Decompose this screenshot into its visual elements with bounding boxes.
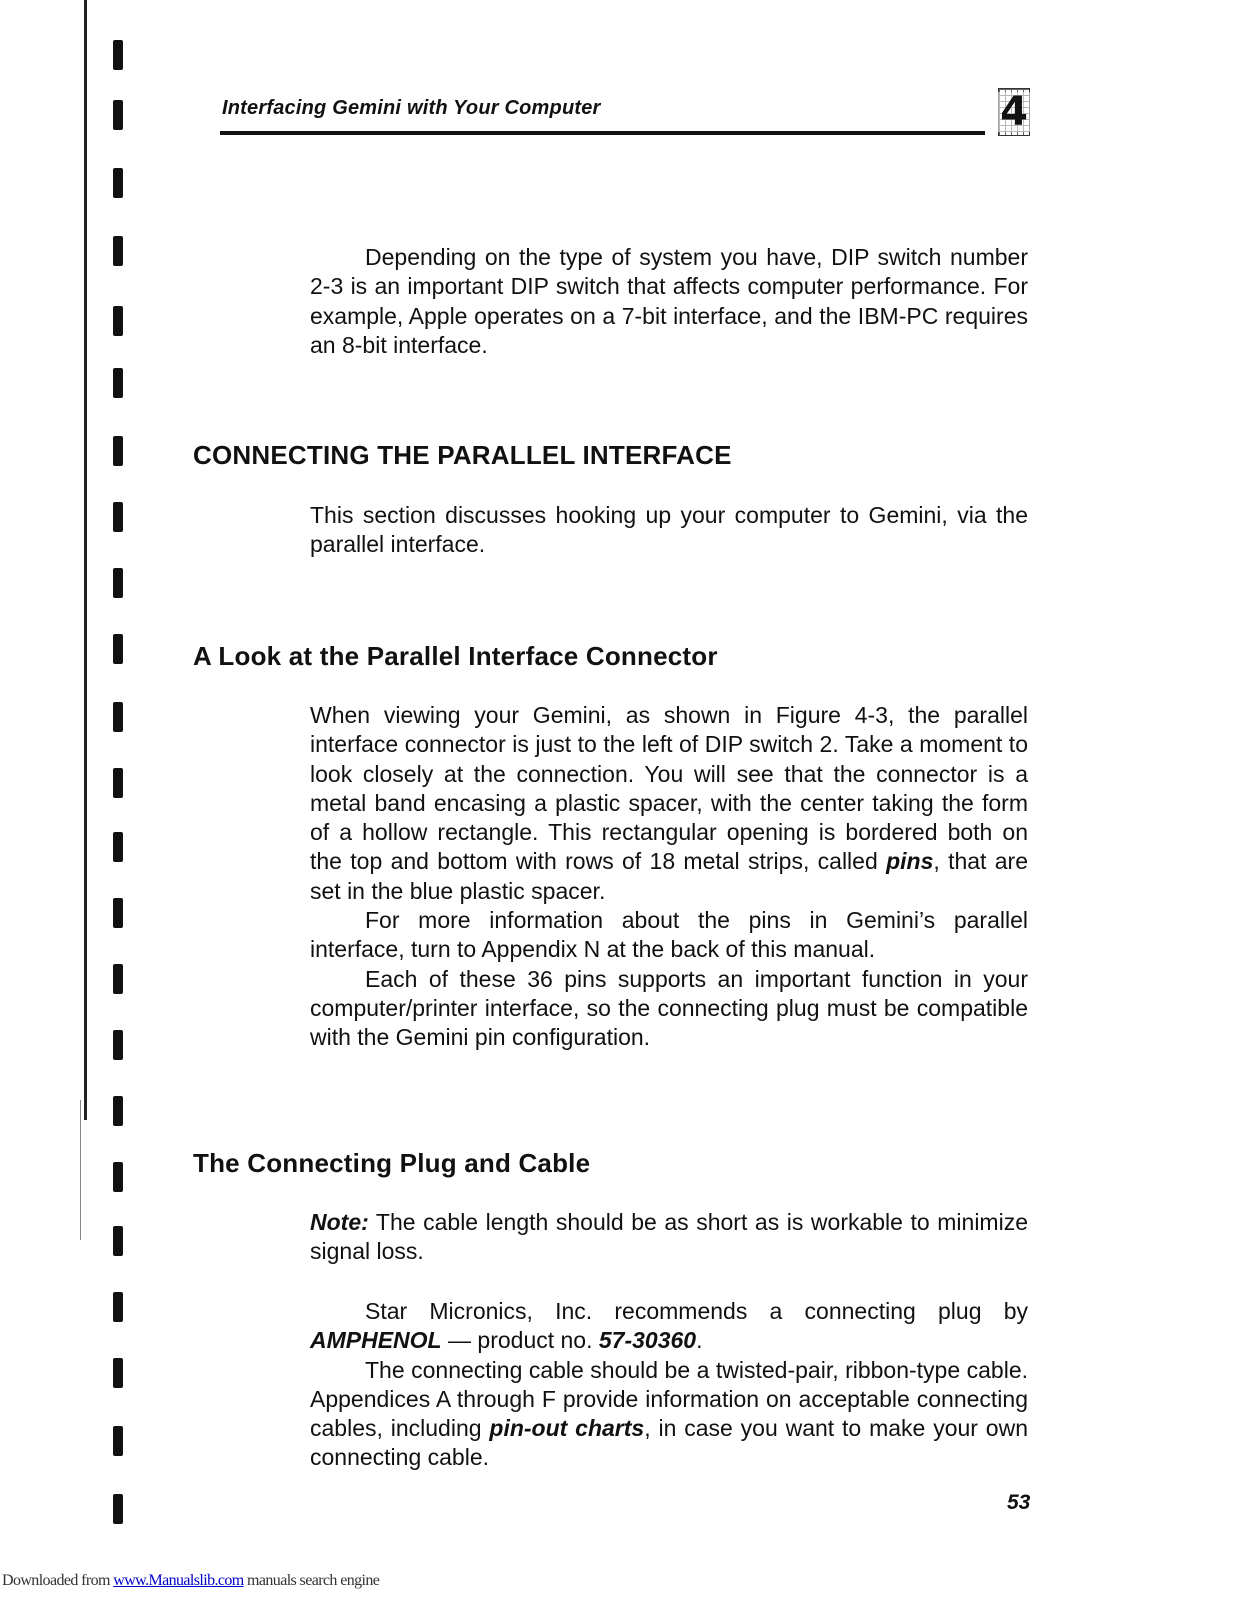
- emphasis-pins: pins: [886, 848, 934, 875]
- product-number: 57-30360: [598, 1327, 697, 1354]
- text-run: .: [696, 1327, 703, 1354]
- binder-hole: [113, 1494, 123, 1524]
- note-text: The cable length should be as short as is workable to minimize signal loss.: [310, 1209, 1028, 1265]
- text-run: , that are set in the blue plastic spacer.: [310, 848, 1028, 904]
- appendix-paragraph: For more information about the pins in Gemini’s parallel interface, turn to Appendix N at the back of this manual.: [310, 907, 1028, 963]
- text-run: When viewing your Gemini, as shown in Figure 4-3, the parallel interface connector is just to the left of DIP switch 2. Take a moment to look closely at the connection. You will see that the connector is a metal band encasing a plastic spacer, with the center taking the form of a hollow rectangle. This rectangular opening is bordered both on the top and bottom with rows of 18 metal strips, called: [310, 702, 1028, 875]
- footer-prefix: Downloaded from: [2, 1572, 114, 1589]
- section-paragraph: This section discusses hooking up your computer to Gemini, via the parallel interface.: [310, 502, 1028, 558]
- binder-hole: [113, 1226, 123, 1256]
- binder-hole: [113, 768, 123, 798]
- download-footer: [2, 1572, 379, 1590]
- text-run: The connecting cable should be a twisted-pair, ribbon-type cable. Appendices A through F provide information on acceptable connecting cables, including: [310, 1356, 1028, 1442]
- binder-hole: [113, 236, 123, 266]
- text-run: — product no.: [441, 1327, 599, 1354]
- binder-hole: [113, 40, 123, 70]
- connector-text: [310, 701, 1028, 1053]
- binder-hole: [113, 168, 123, 198]
- binder-hole: [113, 634, 123, 664]
- binder-hole: [113, 568, 123, 598]
- binder-hole: [113, 1096, 123, 1126]
- binder-hole: [113, 1030, 123, 1060]
- emphasis-pin-out-charts: pin-out charts: [489, 1415, 645, 1442]
- page-number: 53: [1007, 1491, 1031, 1514]
- footer-suffix: manuals search engine: [243, 1572, 380, 1589]
- binder-hole: [113, 964, 123, 994]
- binder-hole: [113, 100, 123, 130]
- binding-edge: [84, 0, 87, 1120]
- binder-hole: [113, 702, 123, 732]
- note-paragraph: [310, 1208, 1028, 1267]
- note-label: Note:: [310, 1209, 369, 1235]
- text-run: Star Micronics, Inc. recommends a connecting plug by: [365, 1298, 1028, 1324]
- binder-hole: [113, 1358, 123, 1388]
- cable-paragraph: [310, 1356, 1028, 1473]
- chapter-tab: [998, 88, 1030, 136]
- header-rule: [220, 131, 985, 135]
- section-heading-plug-cable: The Connecting Plug and Cable: [193, 1148, 591, 1178]
- section-heading-parallel-interface: CONNECTING THE PARALLEL INTERFACE: [193, 440, 732, 470]
- chapter-number: 4: [1000, 89, 1028, 135]
- binder-hole: [113, 832, 123, 862]
- binder-hole: [113, 436, 123, 466]
- binder-hole: [113, 898, 123, 928]
- running-header: Interfacing Gemini with Your Computer: [222, 97, 601, 119]
- recommendation-paragraph: [310, 1297, 1028, 1356]
- binder-hole: [113, 502, 123, 532]
- plug-text: [310, 1297, 1028, 1473]
- binder-hole: [113, 1292, 123, 1322]
- brand-name: AMPHENOL: [310, 1327, 442, 1354]
- binder-hole: [113, 1426, 123, 1456]
- pins-paragraph: Each of these 36 pins supports an important function in your computer/printer interface, so the connecting plug must be compatible with the Gemini pin configuration.: [310, 965, 1028, 1051]
- manualslib-link[interactable]: www.Manualslib.com: [113, 1572, 244, 1589]
- text-run: , in case you want to make your own connecting cable.: [310, 1415, 1028, 1471]
- binder-hole: [113, 306, 123, 336]
- binder-hole: [113, 1162, 123, 1192]
- section-heading-connector: A Look at the Parallel Interface Connector: [193, 641, 718, 671]
- intro-paragraph: Depending on the type of system you have, DIP switch number 2-3 is an important DIP switch that affects computer performance. For example, Apple operates on a 7-bit interface, and the IBM-PC requires an 8-bit interface.: [310, 244, 1028, 358]
- binding-edge-shadow: [80, 1100, 81, 1240]
- connector-paragraph: [310, 701, 1028, 906]
- binder-hole: [113, 368, 123, 398]
